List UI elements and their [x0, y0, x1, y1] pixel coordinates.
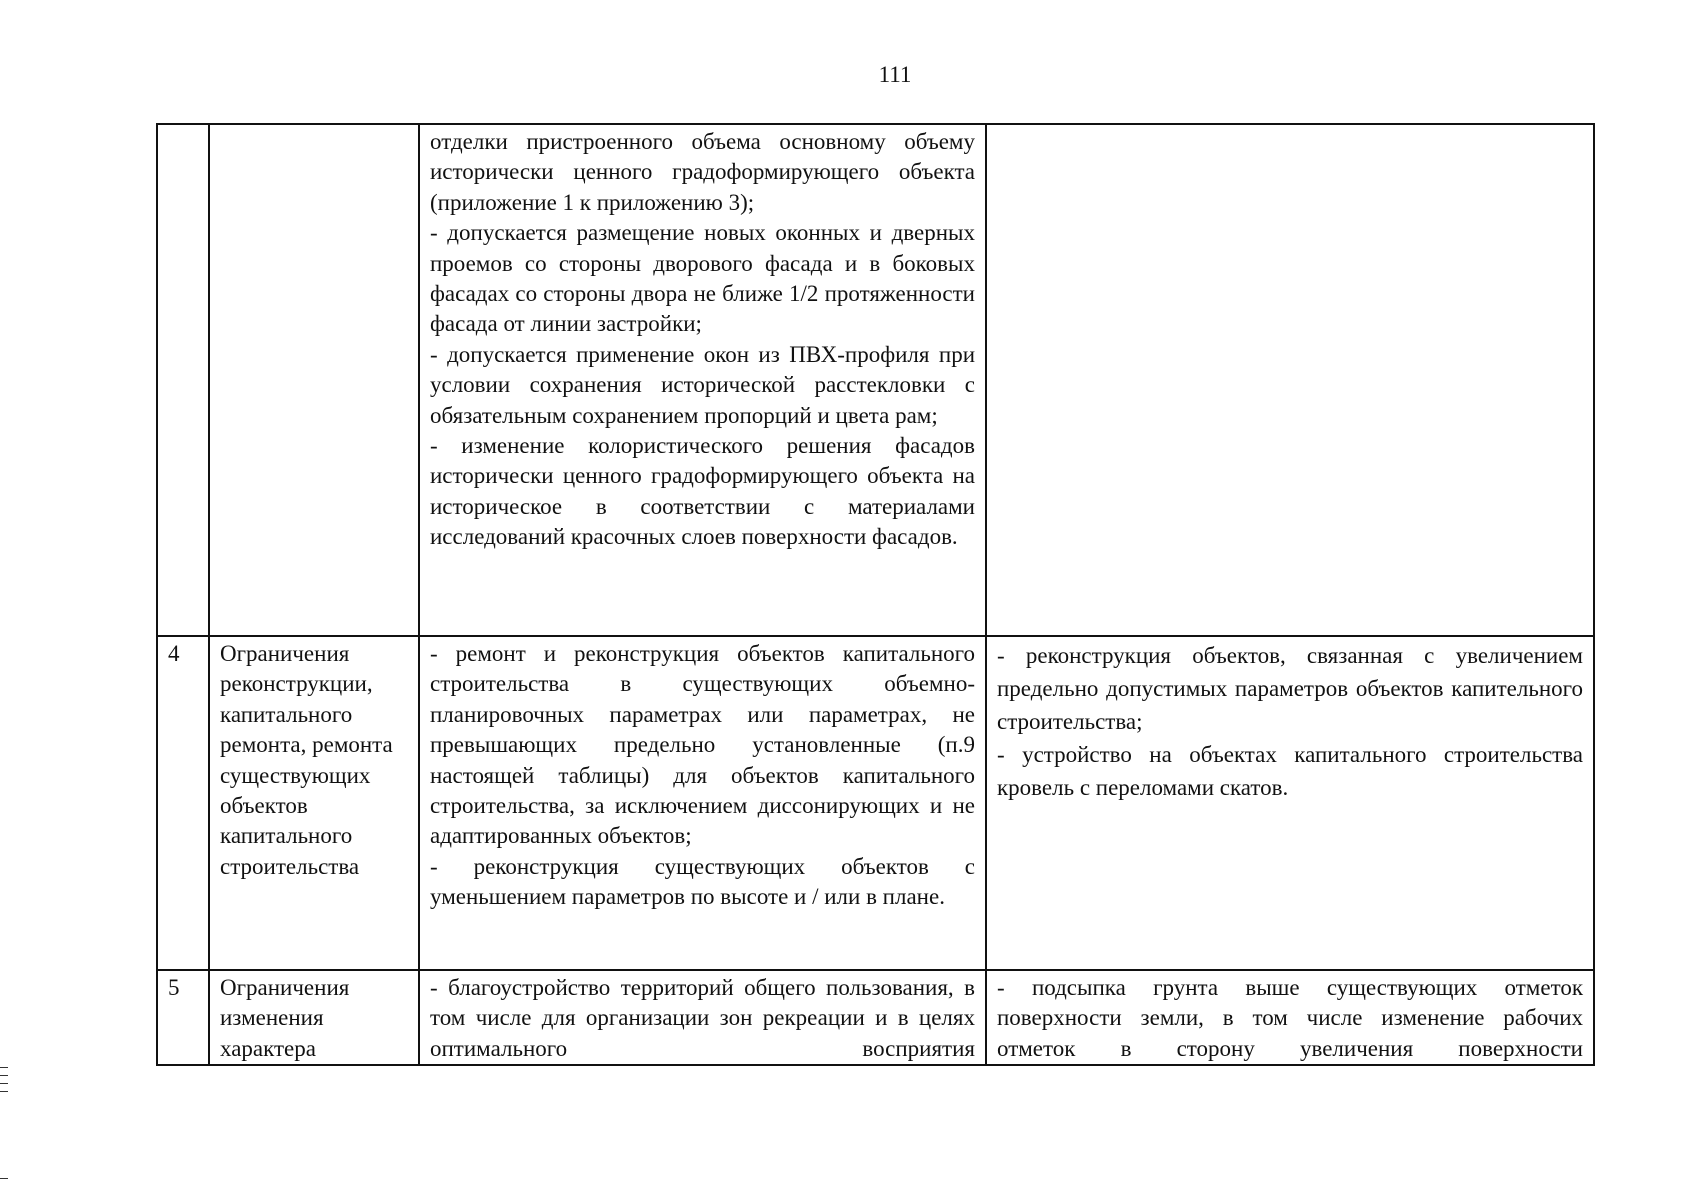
prohibited-item: - реконструкция объектов, связанная с увеличением предельно допустимых параметров объектов капительного строительства; [997, 643, 1583, 734]
allowed-item: - благоустройство территорий общего пользования, в том числе для организации зон рекреации и в целях оптимального восприятия [430, 975, 975, 1061]
regulations-table [156, 123, 1595, 1066]
scan-margin-mark [0, 1178, 8, 1179]
page-number: 111 [878, 62, 912, 87]
table-row [157, 636, 1594, 970]
row-number: 5 [157, 970, 209, 1065]
allowed-item: - ремонт и реконструкция объектов капитального строительства в существующих объемно-планировочных параметрах или параметрах, не превышающих предельно установленные (п.9 настоящей таблицы) для объектов капитального строительства, за исключением диссонирующих и не адаптированных объектов; [430, 641, 975, 849]
scan-margin-mark [0, 1075, 8, 1076]
prohibited-cell [986, 970, 1594, 1065]
table-row [157, 970, 1594, 1065]
allowed-cell [419, 970, 986, 1065]
scan-margin-mark [0, 1083, 8, 1084]
scan-margin-mark [0, 1091, 8, 1092]
prohibited-item: - устройство на объектах капитального строительства кровель с переломами скатов. [997, 742, 1583, 800]
restriction-name: Ограничения реконструкции, капитального ремонта, ремонта существующих объектов капитального строительства [209, 636, 419, 970]
allowed-item: - изменение колористического решения фасадов исторически ценного градоформирующего объекта на историческое в соответствии с материалами исследований красочных слоев поверхности фасадов. [430, 433, 975, 550]
restriction-name [209, 124, 419, 636]
allowed-item: отделки пристроенного объема основному объему исторически ценного градоформирующего объекта (приложение 1 к приложению 3); [430, 129, 975, 215]
row-number: 4 [157, 636, 209, 970]
scan-margin-mark [0, 1067, 8, 1068]
row-number [157, 124, 209, 636]
prohibited-cell [986, 636, 1594, 970]
allowed-item: - реконструкция существующих объектов с уменьшением параметров по высоте и / или в плане. [430, 853, 975, 910]
restriction-name: Ограничения изменения характера [209, 970, 419, 1065]
allowed-item: - допускается размещение новых оконных и дверных проемов со стороны дворового фасада и в боковых фасадах со стороны двора не ближе 1/2 протяженности фасада от линии застройки; [430, 220, 975, 337]
prohibited-cell [986, 124, 1594, 636]
allowed-item: - допускается применение окон из ПВХ-профиля при условии сохранения исторической расстекловки с обязательным сохранением пропорций и цвета рам; [430, 341, 975, 428]
allowed-cell [419, 124, 986, 636]
prohibited-item: - подсыпка грунта выше существующих отметок поверхности земли, в том числе изменение рабочих отметок в сторону увеличения поверхности [997, 975, 1583, 1061]
table-row [157, 124, 1594, 636]
allowed-cell [419, 636, 986, 970]
